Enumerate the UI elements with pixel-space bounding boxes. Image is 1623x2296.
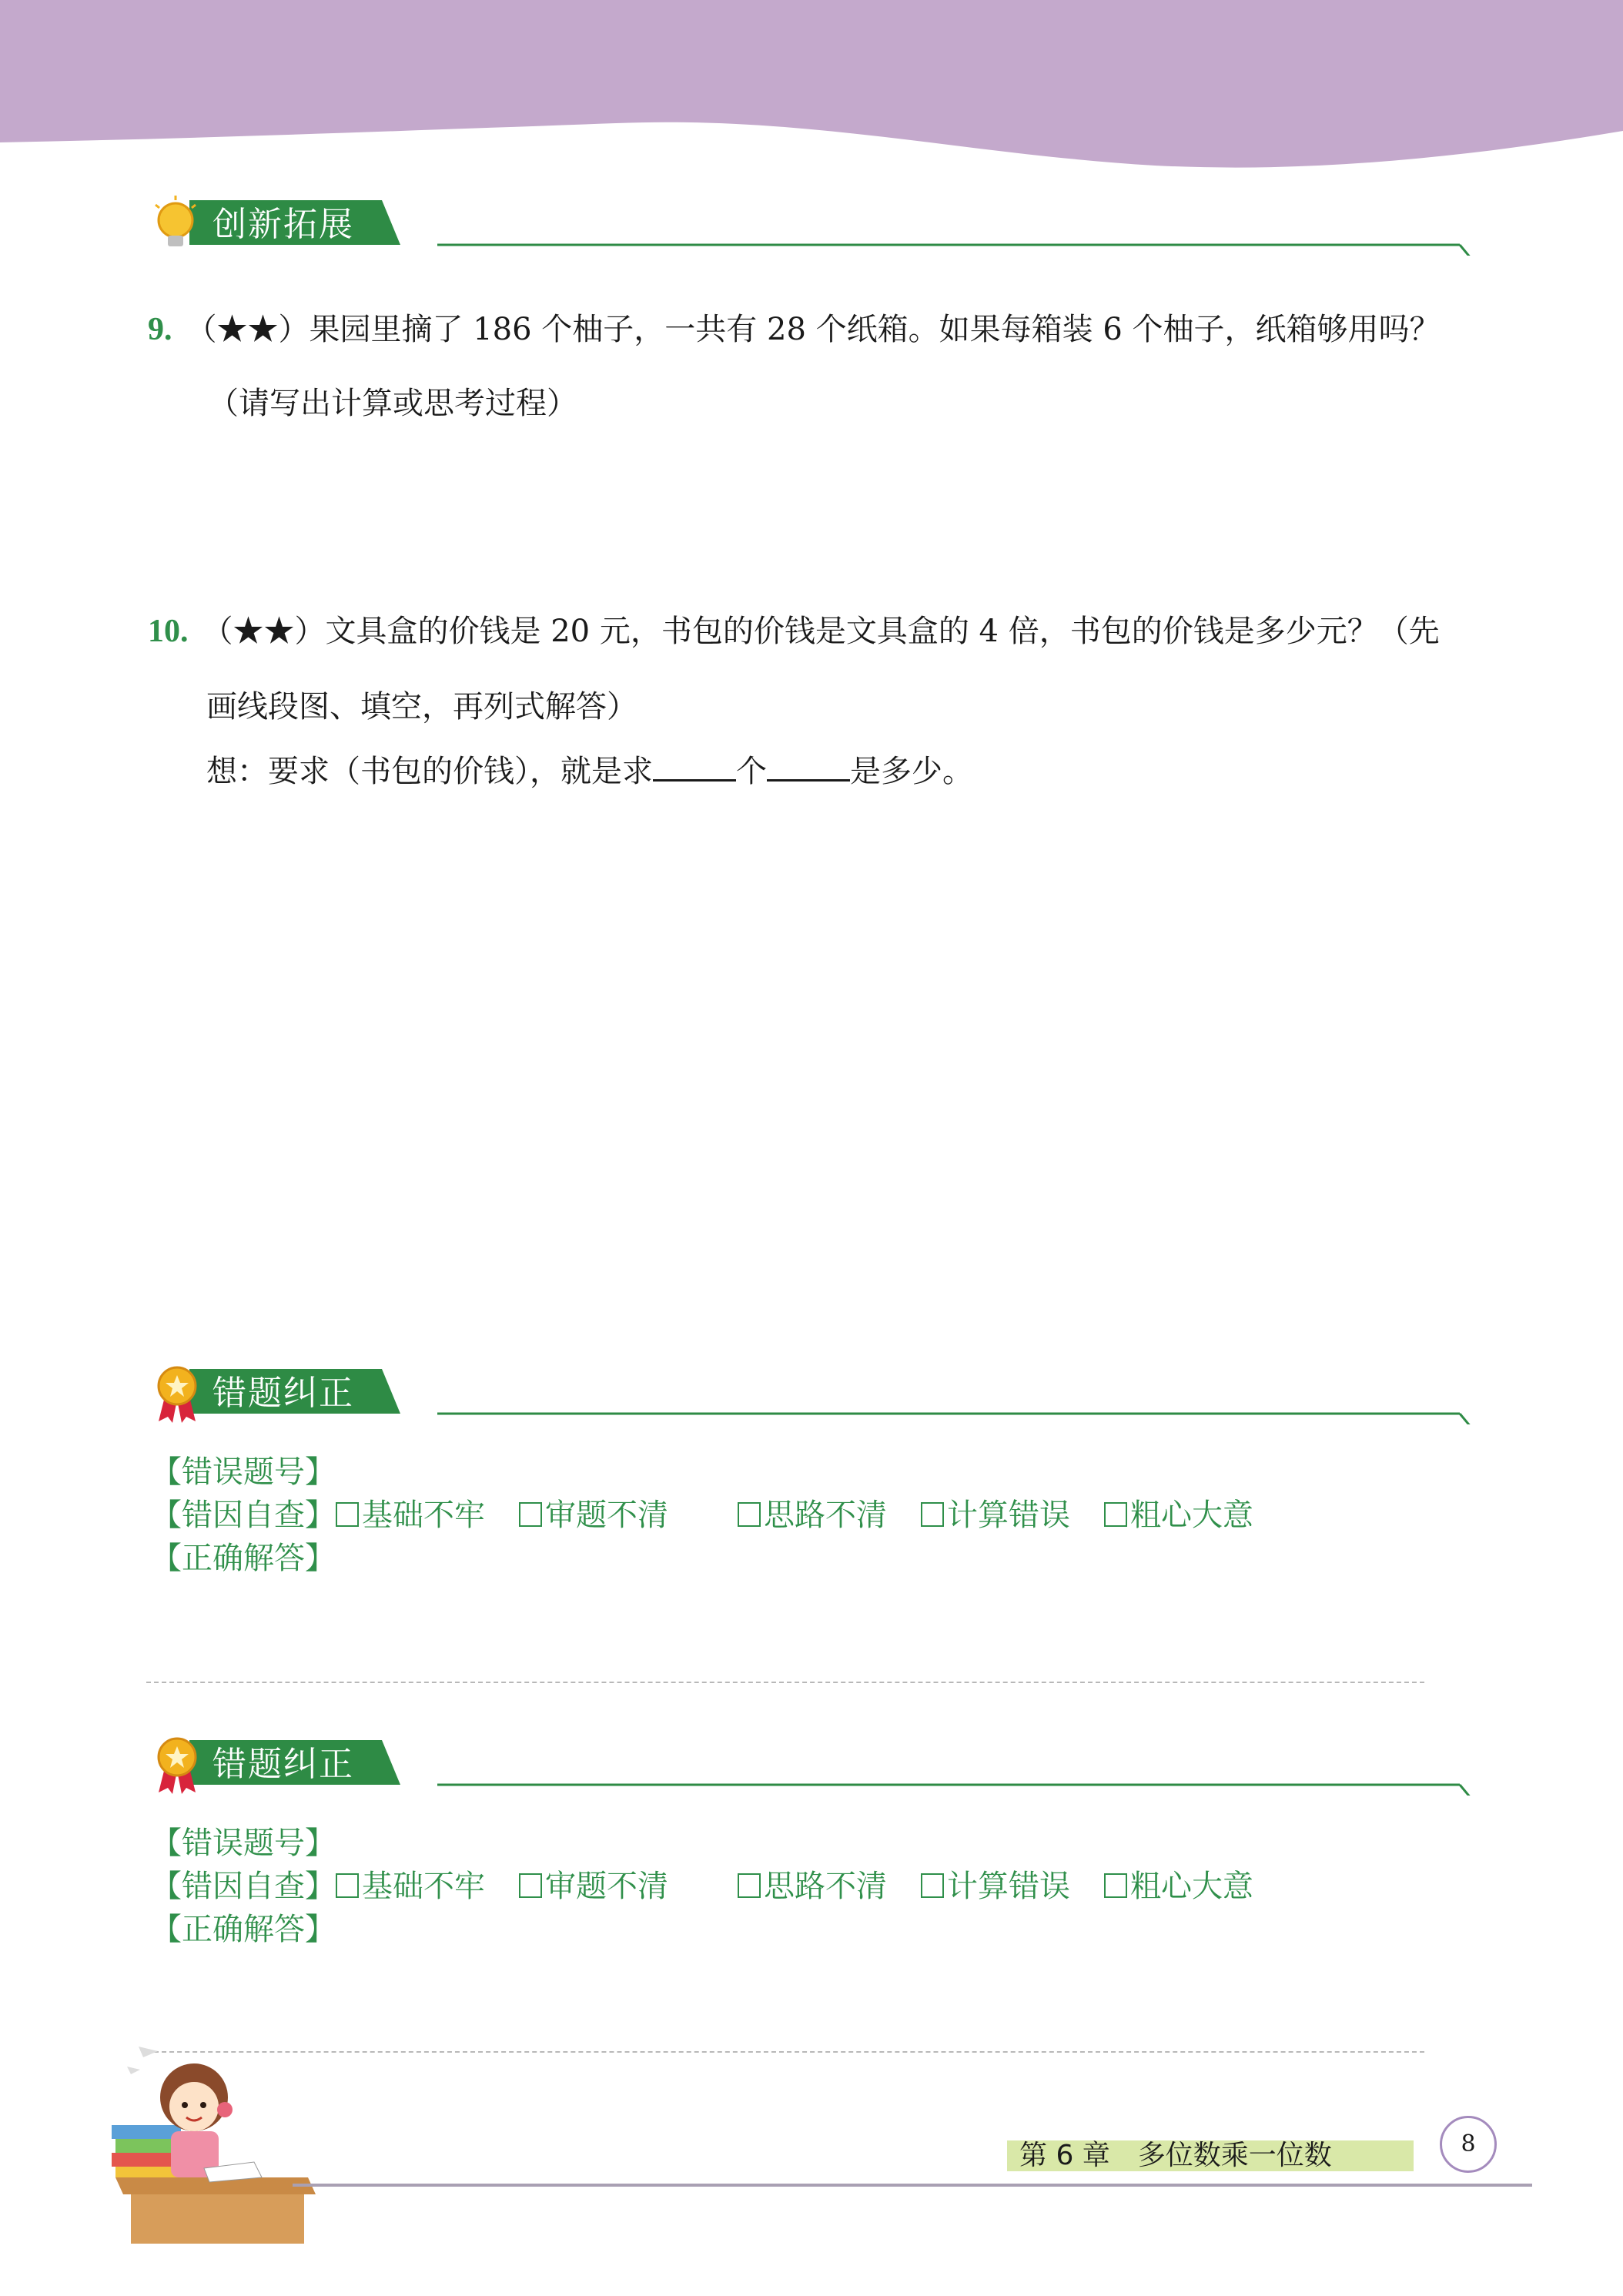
option-checkbox[interactable]: 审题不清 (519, 1494, 668, 1536)
correct-answer-label: 【正确解答】 (151, 1541, 336, 1576)
wrong-number-row (151, 1451, 336, 1493)
option-checkbox[interactable]: 计算错误 (921, 1866, 1070, 1907)
question-text: （★★）文具盒的价钱是 20 元，书包的价钱是文具盒的 4 倍，书包的价钱是多少元？（先 (202, 614, 1440, 649)
section-title: 错题纠正 (212, 1745, 354, 1784)
wrong-number-label: 【错误题号】 (151, 1826, 336, 1861)
lightbulb-icon (151, 194, 205, 256)
question-9-line2: （请写出计算或思考过程） (208, 386, 577, 421)
question-9 (148, 306, 1440, 353)
medal-icon (151, 1363, 205, 1424)
question-text: （★★）果园里摘了 186 个柚子，一共有 28 个纸箱。如果每箱装 6 个柚子，纸箱够用吗？ (186, 312, 1441, 347)
think-suffix: 是多少。 (850, 754, 973, 789)
top-wave-decoration (0, 0, 1623, 177)
correct-answer-row (151, 1909, 336, 1950)
correct-answer-label: 【正确解答】 (151, 1912, 336, 1947)
option-checkbox[interactable]: 审题不清 (519, 1866, 668, 1907)
section-header-error-correction-1 (151, 1363, 1475, 1424)
dashed-separator (146, 1682, 1424, 1683)
question-10-line2: 画线段图、填空，再列式解答） (206, 689, 637, 725)
cause-row (151, 1494, 1287, 1536)
question-10-think (206, 747, 973, 795)
question-number: 10. (148, 614, 189, 649)
think-prefix: 想：要求（书包的价钱），就是求 (206, 754, 653, 789)
question-10 (148, 608, 1440, 654)
wrong-number-label: 【错误题号】 (151, 1454, 336, 1490)
cause-label: 【错因自查】 (151, 1869, 336, 1904)
answer-blank-2[interactable] (767, 747, 850, 782)
cause-label: 【错因自查】 (151, 1498, 336, 1533)
option-checkbox[interactable]: 基础不牢 (336, 1866, 485, 1907)
option-checkbox[interactable]: 粗心大意 (1104, 1494, 1253, 1536)
option-checkbox[interactable]: 思路不清 (738, 1866, 887, 1907)
medal-icon (151, 1734, 205, 1796)
page-number: 8 (1440, 2116, 1497, 2173)
footer-line (293, 2184, 1532, 2187)
option-checkbox[interactable]: 思路不清 (738, 1494, 887, 1536)
wrong-number-row (151, 1822, 336, 1864)
cause-row (151, 1866, 1287, 1907)
section-header-error-correction-2 (151, 1734, 1475, 1796)
option-checkbox[interactable]: 计算错误 (921, 1494, 1070, 1536)
option-checkbox[interactable]: 粗心大意 (1104, 1866, 1253, 1907)
answer-blank-1[interactable] (653, 747, 736, 782)
section-title: 创新拓展 (212, 205, 354, 244)
section-header-innovation (151, 194, 1475, 256)
section-title: 错题纠正 (212, 1374, 354, 1413)
chapter-label: 第 6 章 多位数乘一位数 (1007, 2140, 1414, 2171)
correct-answer-row (151, 1538, 336, 1579)
question-number: 9. (148, 312, 172, 347)
option-checkbox[interactable]: 基础不牢 (336, 1494, 485, 1536)
think-mid: 个 (736, 754, 767, 789)
